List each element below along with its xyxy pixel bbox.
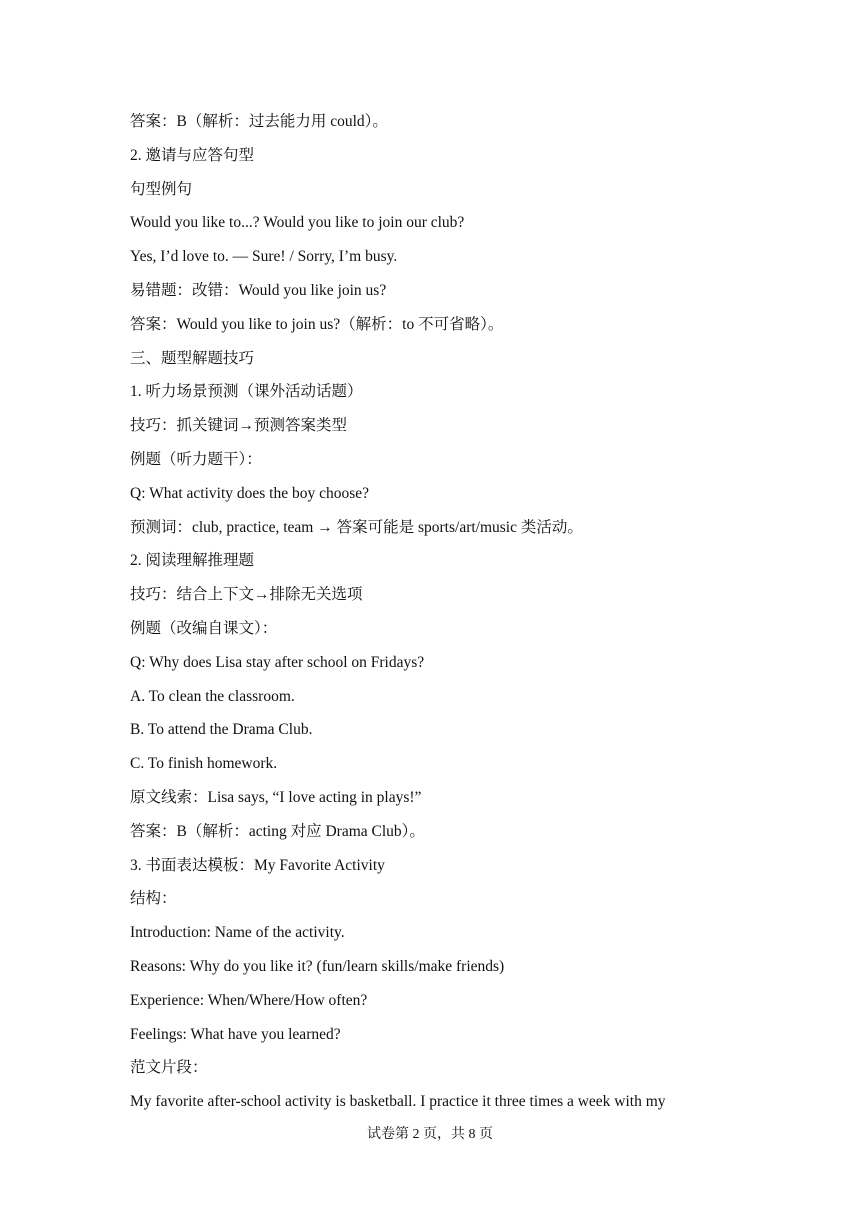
section-heading: 3. 书面表达模板：My Favorite Activity (130, 856, 385, 874)
question-line: Q: Why does Lisa stay after school on Fridays? (130, 653, 425, 671)
section-heading: 1. 听力场景预测（课外活动话题） (130, 383, 363, 401)
answer-line: 答案：B（解析：过去能力用 could）。 (130, 113, 388, 130)
part-heading: 三、题型解题技巧 (130, 349, 255, 367)
example-sentence: Yes, I’d love to. — Sure! / Sorry, I’m busy. (130, 248, 398, 266)
page-footer: 试卷第 2 页，共 8 页 (367, 1127, 493, 1142)
structure-item: Feelings: What have you learned? (130, 1025, 341, 1043)
clue-line: 原文线索：Lisa says, “I love acting in plays!” (130, 788, 422, 806)
structure-item: Introduction: Name of the activity. (130, 924, 345, 942)
example-label: 例题（听力题干）： (130, 450, 262, 468)
sample-paragraph: My favorite after-school activity is basketball. I practice it three times a week with my (130, 1093, 666, 1111)
answer-line: 答案：B（解析：acting 对应 Drama Club）。 (130, 822, 425, 840)
option-a: A. To clean the classroom. (130, 687, 295, 705)
tip-line: 技巧：抓关键词→预测答案类型 (130, 417, 348, 435)
option-c: C. To finish homework. (130, 755, 278, 773)
structure-label: 结构： (130, 890, 177, 908)
tip-line: 技巧：结合上下文→排除无关选项 (130, 586, 363, 604)
subheading: 句型例句 (130, 180, 193, 198)
structure-item: Reasons: Why do you like it? (fun/learn skills/make friends) (130, 957, 505, 975)
error-question: 易错题：改错：Would you like join us? (130, 281, 387, 299)
option-b: B. To attend the Drama Club. (130, 721, 313, 739)
example-label: 例题（改编自课文）： (130, 619, 278, 637)
section-heading: 2. 邀请与应答句型 (130, 146, 255, 164)
page-body (130, 108, 750, 1122)
answer-line: 答案：Would you like to join us?（解析：to 不可省略）。 (130, 315, 504, 333)
sample-label: 范文片段： (130, 1059, 208, 1077)
prediction-line: 预测词：club, practice, team → 答案可能是 sports/art/music 类活动。 (130, 518, 583, 536)
section-heading: 2. 阅读理解推理题 (130, 552, 255, 570)
structure-item: Experience: When/Where/How often? (130, 991, 368, 1009)
example-sentence: Would you like to...? Would you like to join our club? (130, 214, 465, 232)
question-line: Q: What activity does the boy choose? (130, 484, 370, 502)
